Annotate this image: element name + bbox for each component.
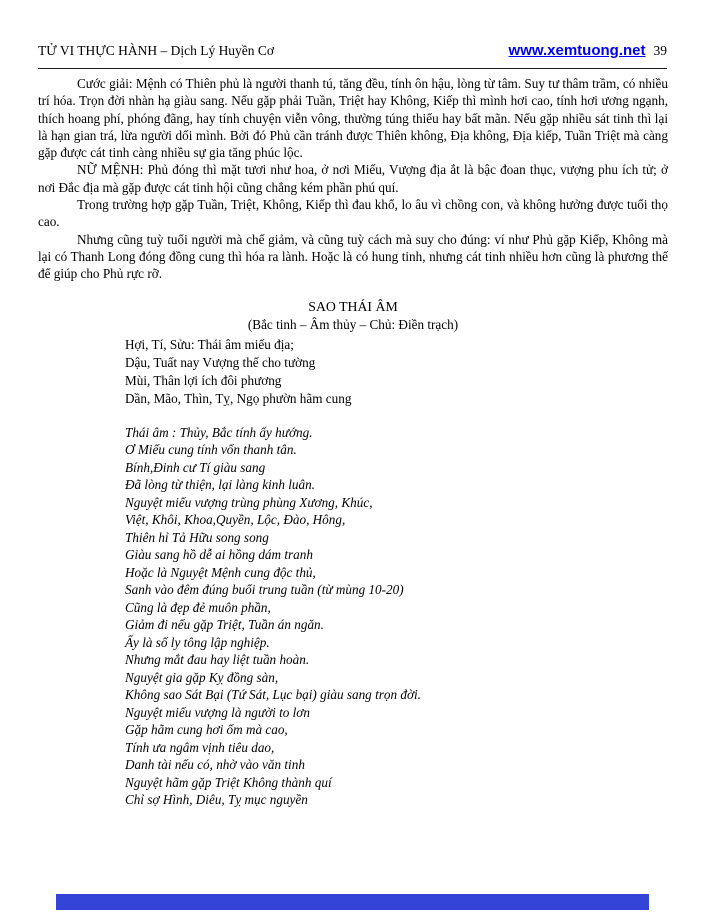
verse-line: Nguyệt gia gặp Kỵ đồng sàn,	[125, 669, 279, 685]
verse-line: Gặp hãm cung hơi ốm mà cao,	[125, 722, 288, 738]
verse-line: Việt, Khôi, Khoa,Quyền, Lộc, Đào, Hông,	[125, 512, 346, 528]
verse-line: Mùi, Thân lợi ích đôi phương	[125, 372, 282, 388]
verse-line: Dậu, Tuất nay Vượng thế cho tường	[125, 354, 316, 370]
verse-line: Đã lòng từ thiện, lại làng kinh luân.	[125, 477, 315, 493]
body-paragraph: NỮ MỆNH: Phủ đóng thì mặt tươi như hoa, ở nơi Miếu, Vượng địa ắt là bậc đoan thục, vượng phu ích tử; ở nơi Đắc địa mà gặp được cát tinh hội cũng chẳng kém phần phú quí.	[38, 162, 668, 195]
verse-line: Nguyệt miếu vượng là người to lơn	[125, 704, 310, 720]
verse-line: Nhưng mắt đau hay liệt tuần hoàn.	[125, 652, 310, 668]
verse-line: Hoặc là Nguyệt Mệnh cung độc thủ,	[125, 564, 316, 580]
verse-line: Không sao Sát Bại (Tứ Sát, Lục bại) giàu sang trọn đời.	[125, 687, 421, 703]
footer-bar	[56, 894, 649, 910]
verse-line: Sanh vào đêm đúng buổi trung tuần (từ mùng 10-20)	[125, 582, 404, 598]
verse-line: Nguyệt miếu vượng trùng phùng Xương, Khúc,	[125, 494, 373, 510]
page-number: 39	[653, 43, 667, 58]
header-divider	[38, 68, 667, 69]
verse-block-plain	[125, 336, 668, 408]
page-header	[38, 42, 667, 59]
section-title: SAO THÁI ÂM	[308, 298, 398, 314]
website-link[interactable]: www.xemtuong.net	[508, 42, 646, 59]
verse-line: Giàu sang hồ dễ ai hồng dám tranh	[125, 547, 313, 563]
verse-line: Tính ưa ngâm vịnh tiêu dao,	[125, 739, 275, 755]
verse-line: Giảm đi nếu gặp Triệt, Tuần án ngăn.	[125, 617, 324, 633]
verse-line: Dần, Mão, Thìn, Tỵ, Ngọ phườn hãm cung	[125, 390, 352, 406]
verse-line: Bính,Đinh cư Tí giàu sang	[125, 459, 266, 475]
verse-line: Chỉ sợ Hình, Diêu, Tỵ mục nguyền	[125, 792, 308, 808]
verse-line: Hợi, Tí, Sửu: Thái âm miếu địa;	[125, 336, 294, 352]
verse-block-italic	[125, 424, 668, 809]
verse-line: Ơ Miếu cung tính vốn thanh tân.	[125, 442, 297, 458]
body-text	[38, 75, 668, 809]
verse-line: Thái âm : Thủy, Bắc tính ấy hướng.	[125, 424, 313, 440]
body-paragraph: Nhưng cũng tuỳ tuổi người mà chế giảm, và cũng tuỳ cách mà suy cho đúng: ví như Phủ gặp Kiếp, Không mà lại có Thanh Long đóng đồng cung thì hóa ra lành. Hoặc là có hung tinh, nhưng cát tinh nhiều hơn cũng là phương thế để giúp cho Phủ rực rỡ.	[38, 231, 668, 282]
verse-line: Ấy là số ly tông lập nghiệp.	[125, 634, 270, 650]
book-title: TỬ VI THỰC HÀNH – Dịch Lý Huyền Cơ	[38, 43, 275, 58]
verse-line: Thiên hỉ Tả Hữu song song	[125, 529, 269, 545]
verse-line: Cũng là đẹp đẻ muôn phần,	[125, 599, 271, 615]
verse-line: Danh tài nếu có, nhờ vào văn tinh	[125, 757, 305, 773]
body-paragraph: Cước giải: Mệnh có Thiên phủ là người thanh tú, tăng đều, tính ôn hậu, lòng từ tâm. Suy tư thâm trầm, có nhiều trí hóa. Trọn đời nhàn hạ giàu sang. Nếu gặp phải Tuần, Triệt hay Không, Kiếp thì mình hơi cao, tính hơi ương ngạnh, thích hoang phí, phóng đãng, hay tính chuyện viễn vông, thường túng thiếu hay bất mãn. Nếu gặp nhiều sát tinh thì lại là hạn gian trá, lừa người dối mình. Bởi đó Phủ cần tránh được Thiên không, Địa không, Địa kiếp, Tuần Triệt mà càng gặp được cát tinh càng nhiều sự gia tăng phúc lộc.	[38, 76, 668, 161]
header-right	[509, 42, 667, 59]
section-subtitle: (Bắc tinh – Âm thủy – Chủ: Điền trạch)	[247, 316, 459, 332]
body-paragraph: Trong trường hợp gặp Tuần, Triệt, Không, Kiếp thì đau khổ, lo âu vì chồng con, và không hưởng được tuổi thọ cao.	[38, 197, 668, 230]
verse-line: Nguyệt hãm gặp Triệt Không thành quí	[125, 774, 332, 790]
